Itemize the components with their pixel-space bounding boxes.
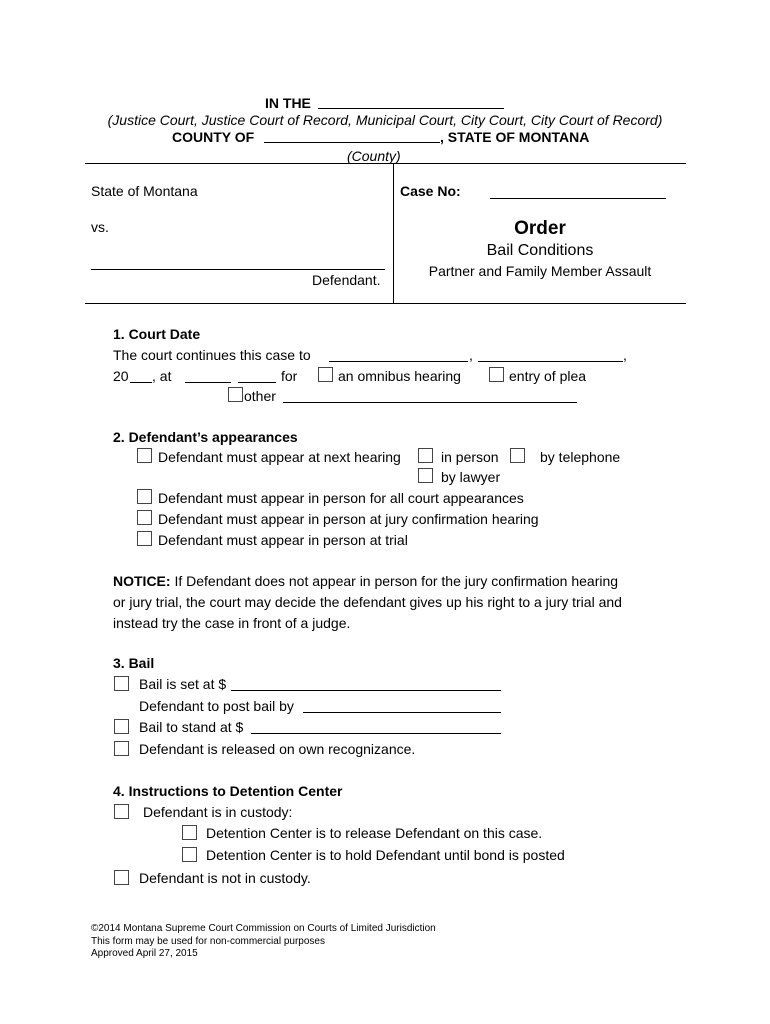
next-hearing-label: Defendant must appear at next hearing [158,449,401,465]
bail-set-label: Bail is set at $ [139,676,227,692]
bail-amount-field[interactable] [231,677,501,691]
release-checkbox[interactable] [182,825,197,840]
notice-text-1: If Defendant does not appear in person for the jury confirmation hearing [170,573,619,589]
section4-heading: 4. Instructions to Detention Center [113,783,343,799]
footer-copyright: ©2014 Montana Supreme Court Commission on Courts of Limited Jurisdiction [91,923,436,934]
other-label: other [244,388,276,404]
county-field[interactable] [264,128,440,143]
footer-approved: Approved April 27, 2015 [91,948,198,959]
by-telephone-checkbox[interactable] [510,448,525,463]
bail-stand-checkbox[interactable] [114,719,129,734]
all-appearances-checkbox[interactable] [137,489,152,504]
continue-date-field-1[interactable] [329,348,468,362]
next-hearing-checkbox[interactable] [137,448,152,463]
release-label: Detention Center is to release Defendant on this case. [206,825,543,841]
jury-confirmation-checkbox[interactable] [137,510,152,525]
continues-text: The court continues this case to [113,347,311,363]
order-title: Order [514,218,566,239]
notice-label: NOTICE: [113,573,171,589]
continue-date-field-2[interactable] [478,348,623,362]
jury-confirmation-label: Defendant must appear in person at jury confirmation hearing [158,511,539,527]
at-trial-label: Defendant must appear in person at trial [158,532,408,548]
at-trial-checkbox[interactable] [137,531,152,546]
caption-bottom-border [85,303,686,304]
footer-usage: This form may be used for non-commercial purposes [91,936,325,947]
in-person-label: in person [441,449,499,465]
in-person-checkbox[interactable] [418,448,433,463]
notice-line-1 [113,573,618,589]
by-lawyer-checkbox[interactable] [418,468,433,483]
plaintiff-name: State of Montana [91,183,198,199]
time-field[interactable] [185,369,231,383]
post-bail-label: Defendant to post bail by [139,698,294,714]
defendant-name-field[interactable] [91,255,385,270]
case-no-label: Case No: [400,183,461,199]
other-field[interactable] [283,389,577,403]
bail-set-checkbox[interactable] [114,676,129,691]
hold-label: Detention Center is to hold Defendant until bond is posted [206,847,565,863]
county-of-label: COUNTY OF [172,129,255,145]
section2-heading: 2. Defendant’s appearances [113,429,298,445]
entry-of-plea-label: entry of plea [509,368,587,384]
bail-stand-label: Bail to stand at $ [139,719,244,735]
year-prefix: 20 [113,368,129,384]
notice-line-3: instead try the case in front of a judge. [113,615,351,631]
in-the-label: IN THE [265,95,311,111]
county-hint: (County) [347,148,401,164]
hold-checkbox[interactable] [182,847,197,862]
section3-heading: 3. Bail [113,655,155,671]
court-name-field[interactable] [318,94,504,109]
own-recognizance-checkbox[interactable] [114,741,129,756]
all-appearances-label: Defendant must appear in person for all court appearances [158,490,524,506]
section1-heading: 1. Court Date [113,326,201,342]
caption-top-border [85,163,686,164]
not-in-custody-checkbox[interactable] [114,870,129,885]
omnibus-checkbox[interactable] [318,367,333,382]
omnibus-label: an omnibus hearing [338,368,461,384]
ampm-field[interactable] [238,369,276,383]
defendant-label: Defendant. [312,272,381,288]
comma-2: , [623,347,627,363]
own-recognizance-label: Defendant is released on own recognizance. [139,741,416,757]
bail-stand-field[interactable] [251,720,501,734]
order-subtitle-2: Partner and Family Member Assault [428,263,652,279]
state-of-montana-label: , STATE OF MONTANA [440,129,590,145]
at-label: , at [152,368,172,384]
not-in-custody-label: Defendant is not in custody. [139,870,311,886]
for-label: for [281,368,298,384]
post-bail-field[interactable] [303,699,501,713]
court-types-hint: (Justice Court, Justice Court of Record, Municipal Court, City Court, City Court of Record) [107,112,663,128]
by-telephone-label: by telephone [540,449,621,465]
year-field[interactable] [130,369,152,383]
in-custody-label: Defendant is in custody: [143,804,293,820]
notice-line-2: or jury trial, the court may decide the defendant gives up his right to a jury trial and [113,594,622,610]
in-custody-checkbox[interactable] [114,804,129,819]
entry-of-plea-checkbox[interactable] [489,367,504,382]
comma-1: , [469,347,473,363]
other-checkbox[interactable] [228,387,243,402]
by-lawyer-label: by lawyer [441,469,501,485]
case-no-field[interactable] [490,184,666,199]
vs-label: vs. [91,219,109,235]
order-subtitle: Bail Conditions [486,242,594,259]
